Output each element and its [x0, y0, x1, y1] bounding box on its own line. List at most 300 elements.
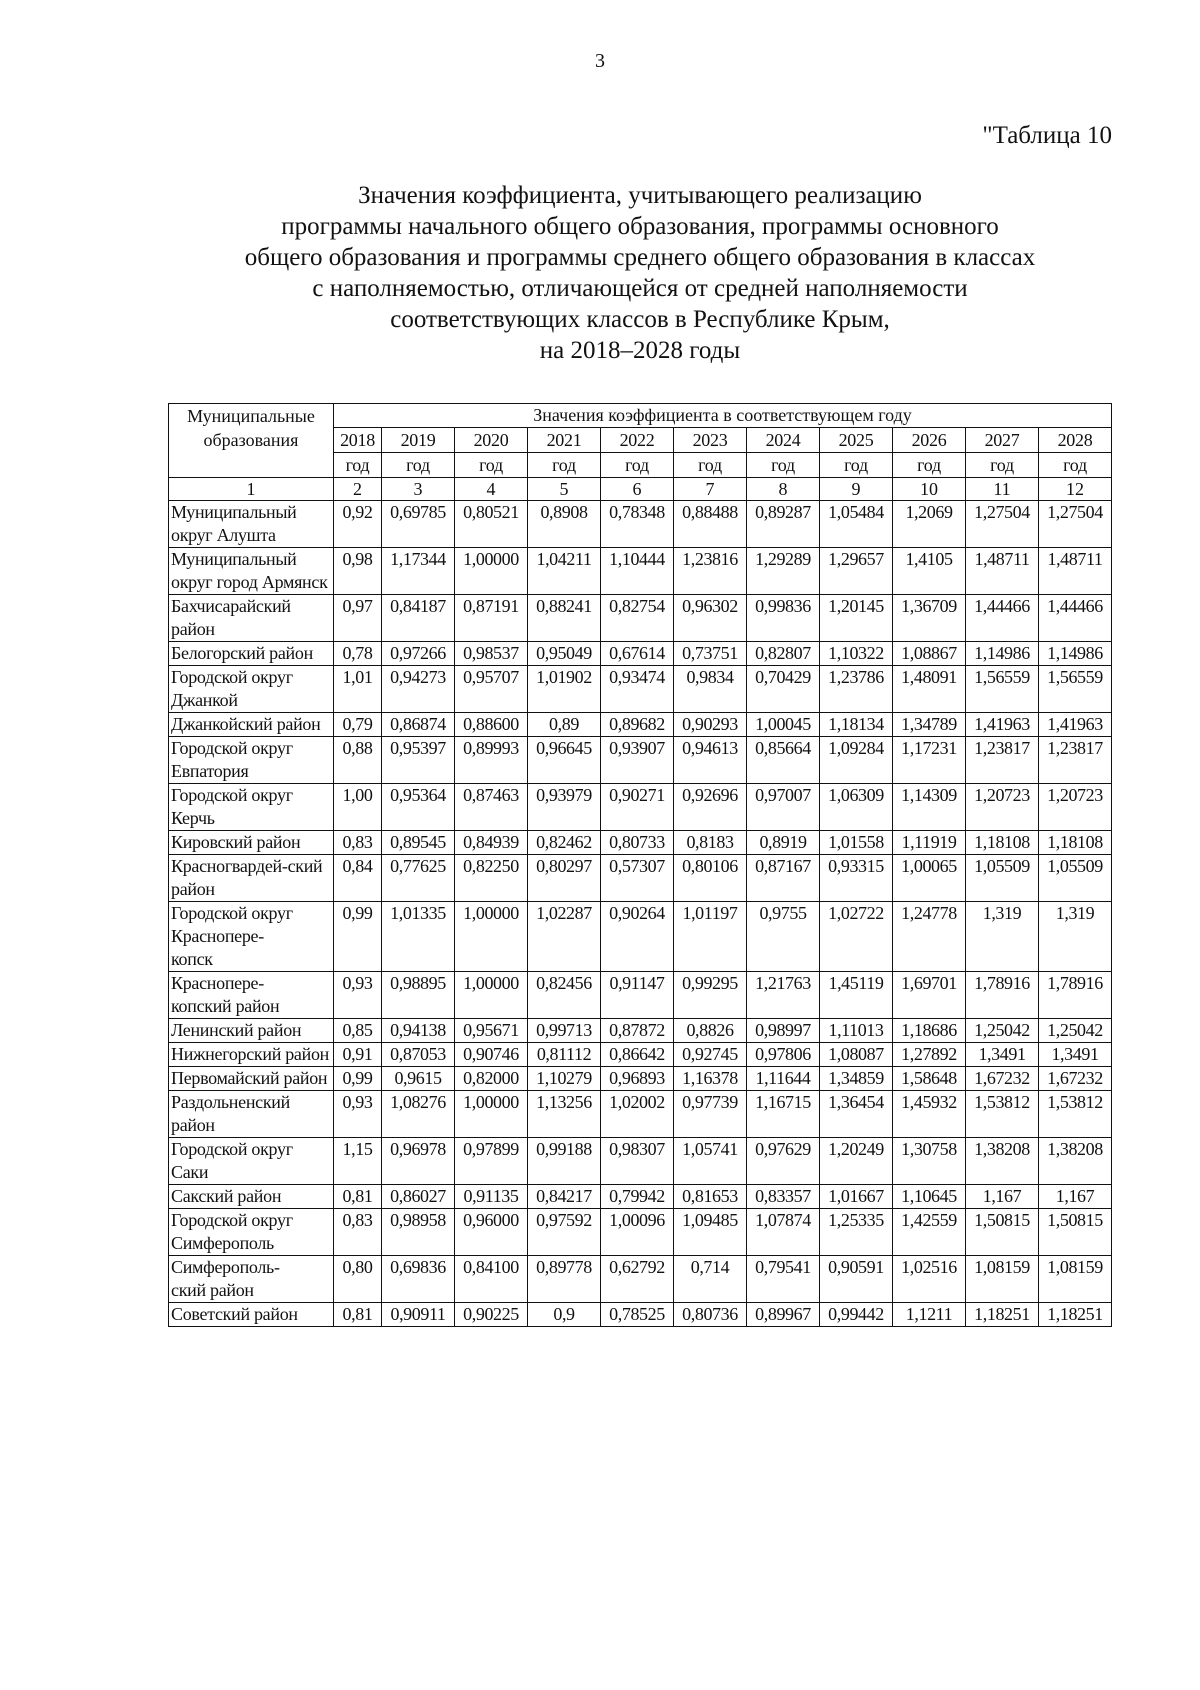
year-header: 2022 [601, 428, 674, 453]
coefficient-value: 0,57307 [601, 855, 674, 902]
coefficient-value: 0,97007 [747, 784, 820, 831]
coefficient-value: 0,90271 [601, 784, 674, 831]
table-row [169, 1209, 1112, 1256]
table-row [169, 501, 1112, 548]
column-number: 8 [747, 478, 820, 501]
coefficient-value: 0,80733 [601, 831, 674, 855]
coefficient-value: 0,69785 [382, 501, 455, 548]
coefficient-value: 0,96893 [601, 1067, 674, 1091]
table-row [169, 784, 1112, 831]
coefficient-value: 1,50815 [1039, 1209, 1112, 1256]
coefficient-value: 1,167 [966, 1185, 1039, 1209]
coefficient-value: 1,20249 [820, 1138, 893, 1185]
coefficient-value: 0,86027 [382, 1185, 455, 1209]
municipality-name: Городской округ Саки [169, 1138, 334, 1185]
column-number: 11 [966, 478, 1039, 501]
coefficient-value: 1,17231 [893, 737, 966, 784]
coefficient-value: 0,96645 [528, 737, 601, 784]
coefficient-value: 0,89778 [528, 1256, 601, 1303]
coefficient-value: 1,10645 [893, 1185, 966, 1209]
coefficient-value: 1,16378 [674, 1067, 747, 1091]
coefficient-value: 1,25042 [966, 1019, 1039, 1043]
coefficient-value: 0,91135 [455, 1185, 528, 1209]
coefficient-value: 0,98307 [601, 1138, 674, 1185]
coefficient-value: 1,48711 [966, 548, 1039, 595]
table-label: "Таблица 10 [982, 122, 1112, 149]
header-coefficient-group: Значения коэффициента в соответствующем году [334, 404, 1112, 428]
coefficient-value: 1,44466 [966, 595, 1039, 642]
coefficient-value: 1,1211 [893, 1303, 966, 1327]
coefficient-value: 1,53812 [1039, 1091, 1112, 1138]
municipality-name: Городской округ Красноперe- копск [169, 902, 334, 972]
coefficient-value: 1,00096 [601, 1209, 674, 1256]
coefficient-value: 1,56559 [1039, 666, 1112, 713]
coefficient-value: 0,82000 [455, 1067, 528, 1091]
coefficient-value: 0,89 [528, 713, 601, 737]
table-row [169, 1185, 1112, 1209]
coefficient-value: 0,77625 [382, 855, 455, 902]
coefficient-value: 1,21763 [747, 972, 820, 1019]
coefficient-value: 0,84187 [382, 595, 455, 642]
coefficient-value: 0,93 [334, 1091, 382, 1138]
coefficient-value: 0,97899 [455, 1138, 528, 1185]
coefficient-value: 1,14986 [966, 642, 1039, 666]
municipality-name: Симферополь- ский район [169, 1256, 334, 1303]
coefficient-value: 1,30758 [893, 1138, 966, 1185]
coefficient-value: 0,78525 [601, 1303, 674, 1327]
coefficient-value: 0,92 [334, 501, 382, 548]
coefficient-value: 0,9615 [382, 1067, 455, 1091]
coefficient-value: 1,06309 [820, 784, 893, 831]
coefficient-value: 0,91 [334, 1043, 382, 1067]
coefficient-value: 1,05484 [820, 501, 893, 548]
coefficient-value: 1,17344 [382, 548, 455, 595]
year-header: 2020 [455, 428, 528, 453]
coefficient-value: 0,89682 [601, 713, 674, 737]
coefficient-value: 0,9834 [674, 666, 747, 713]
coefficient-value: 0,84939 [455, 831, 528, 855]
year-header: 2023 [674, 428, 747, 453]
coefficient-value: 0,94613 [674, 737, 747, 784]
coefficient-value: 0,95049 [528, 642, 601, 666]
coefficient-value: 1,02287 [528, 902, 601, 972]
coefficient-value: 1,01197 [674, 902, 747, 972]
coefficient-value: 0,90264 [601, 902, 674, 972]
coefficient-value: 1,56559 [966, 666, 1039, 713]
coefficient-value: 1,08087 [820, 1043, 893, 1067]
coefficient-value: 0,90225 [455, 1303, 528, 1327]
coefficient-value: 0,97592 [528, 1209, 601, 1256]
year-header: 2028 [1039, 428, 1112, 453]
coefficient-value: 1,48091 [893, 666, 966, 713]
table-row [169, 831, 1112, 855]
coefficient-value: 0,90746 [455, 1043, 528, 1067]
coefficient-value: 1,05509 [1039, 855, 1112, 902]
table-row [169, 1303, 1112, 1327]
coefficient-value: 0,89545 [382, 831, 455, 855]
coefficient-value: 0,78 [334, 642, 382, 666]
coefficient-value: 0,78348 [601, 501, 674, 548]
coefficient-value: 1,00000 [455, 548, 528, 595]
coefficient-value: 1,25042 [1039, 1019, 1112, 1043]
municipality-name: Кировский район [169, 831, 334, 855]
coefficient-value: 0,98895 [382, 972, 455, 1019]
year-header: 2025 [820, 428, 893, 453]
coefficient-value: 0,82250 [455, 855, 528, 902]
coefficient-value: 1,45932 [893, 1091, 966, 1138]
table-title [150, 180, 1130, 366]
coefficient-value: 1,2069 [893, 501, 966, 548]
column-number: 5 [528, 478, 601, 501]
coefficient-value: 1,23786 [820, 666, 893, 713]
column-number: 10 [893, 478, 966, 501]
coefficient-value: 0,80736 [674, 1303, 747, 1327]
coefficient-value: 0,88488 [674, 501, 747, 548]
column-number: 7 [674, 478, 747, 501]
coefficient-value: 0,90911 [382, 1303, 455, 1327]
table-row [169, 855, 1112, 902]
table-row [169, 1067, 1112, 1091]
coefficient-value: 1,67232 [966, 1067, 1039, 1091]
coefficient-value: 0,90591 [820, 1256, 893, 1303]
year-header: 2019 [382, 428, 455, 453]
coefficient-value: 0,9755 [747, 902, 820, 972]
table-row [169, 1091, 1112, 1138]
coefficient-value: 1,10444 [601, 548, 674, 595]
coefficient-value: 1,23817 [966, 737, 1039, 784]
coefficient-value: 0,98 [334, 548, 382, 595]
year-header: 2026 [893, 428, 966, 453]
coefficient-value: 1,50815 [966, 1209, 1039, 1256]
coefficient-value: 1,00000 [455, 902, 528, 972]
municipality-name: Муниципальный округ Алушта [169, 501, 334, 548]
coefficient-value: 1,08159 [1039, 1256, 1112, 1303]
coefficient-value: 0,96000 [455, 1209, 528, 1256]
coefficient-value: 0,8826 [674, 1019, 747, 1043]
coefficient-value: 1,08276 [382, 1091, 455, 1138]
coefficient-value: 0,93474 [601, 666, 674, 713]
coefficient-value: 1,29289 [747, 548, 820, 595]
coefficient-value: 0,99442 [820, 1303, 893, 1327]
coefficient-value: 0,84217 [528, 1185, 601, 1209]
coefficient-value: 0,94273 [382, 666, 455, 713]
coefficient-value: 1,78916 [1039, 972, 1112, 1019]
coefficient-value: 1,3491 [966, 1043, 1039, 1067]
coefficient-value: 0,87872 [601, 1019, 674, 1043]
municipality-name: Первомайский район [169, 1067, 334, 1091]
coefficient-value: 0,82754 [601, 595, 674, 642]
municipality-name: Нижнегорский район [169, 1043, 334, 1067]
coefficient-value: 0,89967 [747, 1303, 820, 1327]
coefficient-value: 1,09485 [674, 1209, 747, 1256]
coefficient-value: 0,80521 [455, 501, 528, 548]
coefficient-value: 0,67614 [601, 642, 674, 666]
coefficient-value: 0,85664 [747, 737, 820, 784]
coefficient-value: 1,02722 [820, 902, 893, 972]
coefficient-value: 1,02516 [893, 1256, 966, 1303]
coefficient-value: 1,08867 [893, 642, 966, 666]
coefficient-value: 0,8183 [674, 831, 747, 855]
coefficient-value: 0,86642 [601, 1043, 674, 1067]
municipality-name: Городской округ Керчь [169, 784, 334, 831]
coefficient-value: 1,38208 [966, 1138, 1039, 1185]
coefficient-value: 1,20145 [820, 595, 893, 642]
year-suffix: год [747, 453, 820, 478]
coefficient-value: 0,87463 [455, 784, 528, 831]
coefficient-value: 1,01558 [820, 831, 893, 855]
coefficient-value: 1,00000 [455, 1091, 528, 1138]
coefficient-value: 0,9 [528, 1303, 601, 1327]
coefficient-value: 1,67232 [1039, 1067, 1112, 1091]
coefficient-value: 0,92696 [674, 784, 747, 831]
coefficient-value: 1,319 [966, 902, 1039, 972]
page-number: 3 [595, 50, 605, 72]
coefficient-value: 0,80 [334, 1256, 382, 1303]
header-municipal: Муниципальные образования [169, 404, 334, 478]
coefficient-value: 1,14309 [893, 784, 966, 831]
column-number: 1 [169, 478, 334, 501]
coefficient-value: 1,48711 [1039, 548, 1112, 595]
municipality-name: Муниципальный округ город Армянск [169, 548, 334, 595]
coefficient-value: 0,84100 [455, 1256, 528, 1303]
municipality-name: Городской округ Джанкой [169, 666, 334, 713]
coefficient-value: 0,80106 [674, 855, 747, 902]
coefficient-value: 1,42559 [893, 1209, 966, 1256]
title-line: Значения коэффициента, учитывающего реализацию [358, 182, 922, 209]
table-row [169, 713, 1112, 737]
coefficient-value: 0,91147 [601, 972, 674, 1019]
coefficient-value: 1,58648 [893, 1067, 966, 1091]
coefficient-value: 1,23816 [674, 548, 747, 595]
coefficient-value: 0,88241 [528, 595, 601, 642]
coefficient-value: 1,24778 [893, 902, 966, 972]
coefficient-value: 1,29657 [820, 548, 893, 595]
table-row [169, 1019, 1112, 1043]
municipality-name: Красноперe- копский район [169, 972, 334, 1019]
coefficient-value: 0,89287 [747, 501, 820, 548]
municipality-name: Раздольненский район [169, 1091, 334, 1138]
column-number-row [169, 478, 1112, 501]
coefficient-value: 0,70429 [747, 666, 820, 713]
title-line: с наполняемостью, отличающейся от средней наполняемости [312, 275, 968, 302]
coefficient-value: 0,8908 [528, 501, 601, 548]
table-row [169, 1256, 1112, 1303]
title-line: соответствующих классов в Республике Крым, [390, 306, 890, 333]
column-number: 3 [382, 478, 455, 501]
coefficient-value: 1,53812 [966, 1091, 1039, 1138]
municipality-name: Джанкойский район [169, 713, 334, 737]
coefficient-value: 0,99836 [747, 595, 820, 642]
coefficient-value: 0,83357 [747, 1185, 820, 1209]
coefficient-value: 0,87191 [455, 595, 528, 642]
coefficient-value: 0,99 [334, 902, 382, 972]
coefficient-value: 1,4105 [893, 548, 966, 595]
coefficient-value: 1,18686 [893, 1019, 966, 1043]
column-number: 12 [1039, 478, 1112, 501]
year-header: 2018 [334, 428, 382, 453]
coefficient-value: 0,95397 [382, 737, 455, 784]
coefficient-value: 1,41963 [966, 713, 1039, 737]
title-line: программы начального общего образования, программы основного [281, 213, 999, 240]
coefficient-value: 1,38208 [1039, 1138, 1112, 1185]
coefficient-value: 1,45119 [820, 972, 893, 1019]
coefficient-value: 0,98958 [382, 1209, 455, 1256]
title-line: на 2018–2028 годы [539, 337, 741, 364]
coefficient-value: 1,18251 [1039, 1303, 1112, 1327]
year-suffix: год [674, 453, 747, 478]
column-number: 6 [601, 478, 674, 501]
coefficient-value: 0,81653 [674, 1185, 747, 1209]
coefficient-value: 0,82807 [747, 642, 820, 666]
coefficient-value: 1,01335 [382, 902, 455, 972]
coefficient-value: 0,96302 [674, 595, 747, 642]
coefficient-value: 1,18251 [966, 1303, 1039, 1327]
year-suffix: год [382, 453, 455, 478]
coefficient-value: 0,80297 [528, 855, 601, 902]
coefficient-value: 0,98997 [747, 1019, 820, 1043]
coefficient-value: 0,79942 [601, 1185, 674, 1209]
coefficient-value: 0,93907 [601, 737, 674, 784]
table-row [169, 666, 1112, 713]
coefficient-value: 1,167 [1039, 1185, 1112, 1209]
coefficient-value: 0,79 [334, 713, 382, 737]
coefficient-value: 0,90293 [674, 713, 747, 737]
coefficient-value: 0,97266 [382, 642, 455, 666]
table-row [169, 902, 1112, 972]
coefficient-value: 1,05509 [966, 855, 1039, 902]
coefficient-value: 0,82456 [528, 972, 601, 1019]
coefficient-value: 0,88 [334, 737, 382, 784]
coefficient-value: 1,04211 [528, 548, 601, 595]
coefficient-value: 1,10322 [820, 642, 893, 666]
year-suffix: год [455, 453, 528, 478]
coefficient-value: 0,97806 [747, 1043, 820, 1067]
coefficient-value: 1,15 [334, 1138, 382, 1185]
coefficient-value: 0,99 [334, 1067, 382, 1091]
coefficient-value: 1,08159 [966, 1256, 1039, 1303]
year-suffix: год [893, 453, 966, 478]
coefficient-value: 1,01667 [820, 1185, 893, 1209]
coefficient-value: 1,13256 [528, 1091, 601, 1138]
year-suffix: год [528, 453, 601, 478]
title-line: общего образования и программы среднего общего образования в классах [244, 244, 1036, 271]
table-row [169, 1043, 1112, 1067]
coefficient-value: 0,83 [334, 831, 382, 855]
coefficient-value: 1,319 [1039, 902, 1112, 972]
coefficient-value: 0,99188 [528, 1138, 601, 1185]
coefficient-value: 1,02002 [601, 1091, 674, 1138]
coefficient-value: 0,95364 [382, 784, 455, 831]
coefficient-value: 1,14986 [1039, 642, 1112, 666]
coefficient-value: 0,95707 [455, 666, 528, 713]
coefficient-value: 1,20723 [966, 784, 1039, 831]
coefficient-value: 0,85 [334, 1019, 382, 1043]
coefficient-value: 0,79541 [747, 1256, 820, 1303]
coefficient-value: 1,34789 [893, 713, 966, 737]
table-row [169, 1138, 1112, 1185]
table-row [169, 642, 1112, 666]
coefficient-value: 0,93315 [820, 855, 893, 902]
coefficient-value: 0,81 [334, 1185, 382, 1209]
coefficient-value: 1,34859 [820, 1067, 893, 1091]
coefficient-value: 1,78916 [966, 972, 1039, 1019]
coefficient-value: 1,11013 [820, 1019, 893, 1043]
coefficient-value: 0,83 [334, 1209, 382, 1256]
coefficient-value: 1,18108 [1039, 831, 1112, 855]
coefficient-value: 1,36454 [820, 1091, 893, 1138]
coefficient-value: 0,95671 [455, 1019, 528, 1043]
coefficient-value: 0,84 [334, 855, 382, 902]
year-suffix: год [1039, 453, 1112, 478]
header-row [169, 404, 1112, 428]
coefficient-value: 0,81112 [528, 1043, 601, 1067]
coefficient-value: 0,98537 [455, 642, 528, 666]
coefficient-value: 0,86874 [382, 713, 455, 737]
coefficient-value: 0,97739 [674, 1091, 747, 1138]
coefficient-value: 1,00 [334, 784, 382, 831]
coefficient-value: 1,10279 [528, 1067, 601, 1091]
table-row [169, 595, 1112, 642]
coefficient-value: 0,99295 [674, 972, 747, 1019]
coefficient-value: 1,05741 [674, 1138, 747, 1185]
coefficient-value: 0,87167 [747, 855, 820, 902]
column-number: 4 [455, 478, 528, 501]
table-row [169, 737, 1112, 784]
coefficient-value: 0,89993 [455, 737, 528, 784]
municipality-name: Городской округ Евпатория [169, 737, 334, 784]
coefficient-value: 0,93 [334, 972, 382, 1019]
coefficient-value: 1,25335 [820, 1209, 893, 1256]
municipality-name: Красногвардей-ский район [169, 855, 334, 902]
coefficient-value: 0,88600 [455, 713, 528, 737]
coefficient-value: 0,82462 [528, 831, 601, 855]
column-number: 9 [820, 478, 893, 501]
coefficient-value: 0,87053 [382, 1043, 455, 1067]
coefficient-value: 1,27504 [1039, 501, 1112, 548]
coefficient-value: 1,07874 [747, 1209, 820, 1256]
coefficient-value: 0,99713 [528, 1019, 601, 1043]
municipality-name: Сакский район [169, 1185, 334, 1209]
coefficient-value: 1,20723 [1039, 784, 1112, 831]
coefficient-value: 1,00000 [455, 972, 528, 1019]
year-suffix: год [334, 453, 382, 478]
coefficient-value: 1,69701 [893, 972, 966, 1019]
coefficient-value: 1,41963 [1039, 713, 1112, 737]
coefficient-value: 1,11644 [747, 1067, 820, 1091]
coefficient-value: 0,92745 [674, 1043, 747, 1067]
coefficient-value: 0,62792 [601, 1256, 674, 1303]
year-header: 2027 [966, 428, 1039, 453]
coefficient-value: 1,3491 [1039, 1043, 1112, 1067]
coefficient-value: 0,81 [334, 1303, 382, 1327]
year-suffix: год [601, 453, 674, 478]
municipality-name: Белогорский район [169, 642, 334, 666]
coefficient-value: 0,96978 [382, 1138, 455, 1185]
coefficient-table [168, 403, 1112, 1327]
year-header: 2024 [747, 428, 820, 453]
coefficient-value: 1,27504 [966, 501, 1039, 548]
coefficient-value: 1,11919 [893, 831, 966, 855]
coefficient-value: 1,00065 [893, 855, 966, 902]
coefficient-value: 0,73751 [674, 642, 747, 666]
coefficient-value: 0,97629 [747, 1138, 820, 1185]
coefficient-value: 1,23817 [1039, 737, 1112, 784]
municipality-name: Советский район [169, 1303, 334, 1327]
coefficient-value: 1,44466 [1039, 595, 1112, 642]
coefficient-value: 1,36709 [893, 595, 966, 642]
coefficient-value: 0,94138 [382, 1019, 455, 1043]
coefficient-value: 0,69836 [382, 1256, 455, 1303]
